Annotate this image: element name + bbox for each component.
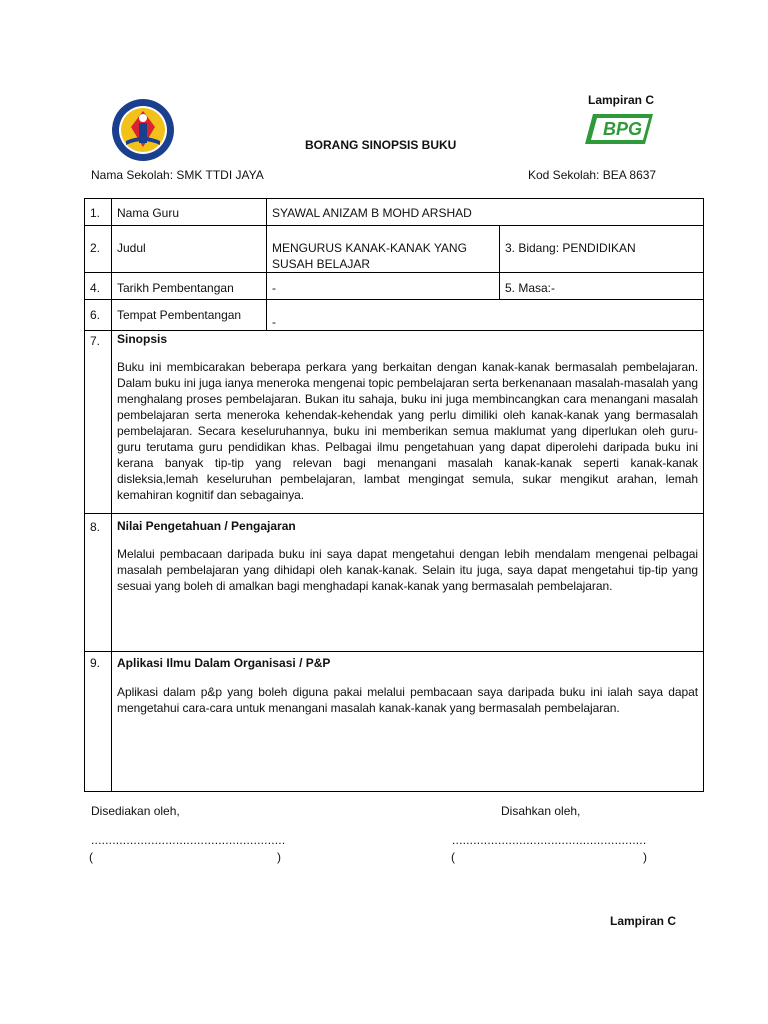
row-number: 2. — [85, 226, 112, 273]
kpm-emblem-logo — [110, 97, 176, 163]
bpg-logo-text: BPG — [603, 119, 643, 139]
row-number: 1. — [85, 199, 112, 226]
bracket-close: ) — [643, 850, 647, 864]
school-name: Nama Sekolah: SMK TTDI JAYA — [91, 168, 264, 182]
synopsis-text: Buku ini membicarakan beberapa perkara yang berkaitan dengan kanak-kanak bermasalah pembelajaran. Dalam buku ini juga ianya meneroka mengenai topic pembelajaran serta berkenanaan masalah-masalah yang menghalang proses pembelajaran. Bukan itu sahaja, buku ini juga membincangkan cara menangani masalah pembelajaran serta meneroka kehendak-kehendak yang perlu dimiliki oleh kanak-kanak yang bermasalah pembelajaran. Secara keseluruhannya, buku ini memberikan semua maklumat yang diperlukan oleh guru-guru terutama guru pendidikan khas. Pelbagai ilmu pengetahuan yang dapat diperolehi daripada buku ini kerana banyak tip-tip yang relevan bagi menangani masalah kanak-kanak seperti kanak-kanak disleksia,lemah keseluruhan pembelajaran, lambat mengingat semula, sukar mengikut arahan, lemah kemahiran kognitif dan sebagainya. — [117, 360, 698, 502]
row-venue — [85, 300, 704, 331]
section-heading: Nilai Pengetahuan / Pengajaran — [117, 519, 296, 533]
section-heading: Sinopsis — [117, 332, 168, 346]
field-value: - — [267, 300, 704, 331]
lampiran-label-bottom: Lampiran C — [610, 914, 677, 928]
row-application — [85, 652, 704, 792]
row-number: 6. — [85, 300, 112, 331]
form-title: BORANG SINOPSIS BUKU — [305, 138, 457, 152]
bracket-open: ( — [451, 850, 455, 864]
prepared-signature-line: ....................................................... — [91, 833, 286, 847]
bracket-open: ( — [89, 850, 93, 864]
approved-by-label: Disahkan oleh, — [501, 804, 581, 818]
lampiran-label-top: Lampiran C — [588, 93, 655, 107]
bpg-logo — [583, 110, 655, 148]
row-number: 4. — [85, 273, 112, 300]
section-heading: Aplikasi Ilmu Dalam Organisasi / P&P — [117, 656, 331, 670]
prepared-by-label: Disediakan oleh, — [91, 804, 180, 818]
field-bidang: 3. Bidang: PENDIDIKAN — [500, 226, 704, 273]
row-knowledge — [85, 514, 704, 652]
bracket-close: ) — [277, 850, 281, 864]
row-number: 9. — [85, 652, 112, 792]
field-label: Tempat Pembentangan — [112, 300, 267, 331]
field-label: Judul — [112, 226, 267, 273]
knowledge-text: Melalui pembacaan daripada buku ini saya dapat mengetahui dengan lebih mendalam mengenai pelbagai masalah pembelajaran yang dihidapi oleh kanak-kanak. Selain itu juga, saya dapat mengetahui tip-tip yang sesuai yang boleh di amalkan bagi menghadapi kanak-kanak yang bermasalah pembelajaran. — [117, 547, 698, 593]
row-title — [85, 226, 704, 273]
field-value: SYAWAL ANIZAM B MOHD ARSHAD — [267, 199, 704, 226]
row-teacher-name — [85, 199, 704, 226]
prepared-name-brackets — [89, 850, 281, 864]
approved-name-brackets — [451, 850, 647, 864]
field-label: Nama Guru — [112, 199, 267, 226]
row-number: 8. — [85, 514, 112, 652]
synopsis-form-table — [84, 198, 704, 792]
field-masa: 5. Masa:- — [500, 273, 704, 300]
school-code: Kod Sekolah: BEA 8637 — [528, 168, 657, 182]
row-synopsis — [85, 331, 704, 514]
row-date — [85, 273, 704, 300]
field-value: - — [267, 273, 500, 300]
row-number: 7. — [85, 331, 112, 514]
field-label: Tarikh Pembentangan — [112, 273, 267, 300]
field-value: MENGURUS KANAK-KANAK YANG SUSAH BELAJAR — [267, 226, 500, 273]
application-text: Aplikasi dalam p&p yang boleh diguna pakai melalui pembacaan saya daripada buku ini ialah saya dapat mengetahui cara-cara untuk menangani masalah kanak-kanak yang bermasalah pembelajaran. — [117, 685, 698, 715]
approved-signature-line: ....................................................... — [452, 833, 647, 847]
